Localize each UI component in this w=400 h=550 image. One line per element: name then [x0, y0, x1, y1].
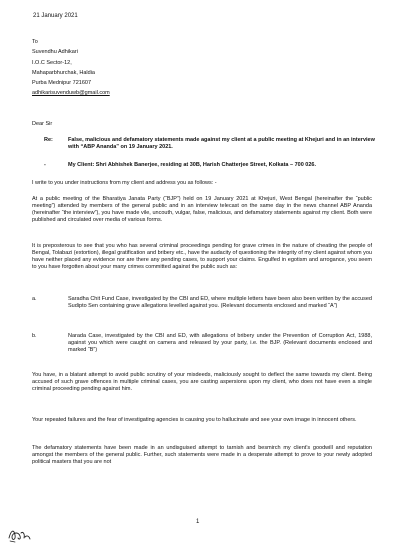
subject-re-mark: Re: [44, 137, 53, 143]
recipient-address-line-1: I.O.C Sector-12, [32, 59, 72, 66]
subject-re [32, 137, 377, 151]
letter-date: 21 January 2021 [33, 13, 78, 19]
subject-re-text: False, malicious and defamatory statements made against my client at a public meeting at Khejuri and in an interview with “ABP Ananda” on 19 January 2021. [68, 137, 375, 151]
page-number: 1 [196, 519, 200, 525]
subject-client-text: My Client: Shri Abhishek Banerjee, residing at 30B, Harish Chatterjee Street, Kolkata – 700 026. [68, 162, 316, 168]
list-item-marker: b. [32, 333, 37, 339]
paragraph-preposterous: It is preposterous to see that you who has several criminal proceedings pending for grave crimes in the nature of cheating the people of Bengal, Tolabazi (extortion), illegal gratification and bribery etc., have the audacity of questioning the integrity of my client against whom you have neither placed any evidence nor are there any pending cases, to support your claims. Engulfed in egotism and arrogance, you seem to you have forgotten about your many crimes committed against the public such as: [32, 243, 372, 271]
paragraph-repeated-failures: Your repeated failures and the fear of investigating agencies is causing you to hallucinate and see your own image in innocent others. [32, 417, 357, 423]
list-item-text: Saradha Chit Fund Case, investigated by the CBI and ED, where multiple letters have been also been written by the accused Sudipto Sen containing grave allegations levelled against you. (Relevant documents enclosed and marked “A”) [68, 296, 372, 310]
recipient-address-line-3: Purba Mednipur 721607 [32, 80, 92, 87]
recipient-address-line-2: Mahaparbhurchak, Haldia [32, 69, 95, 76]
paragraph-defamatory: The defamatory statements have been made in an undisguised attempt to tarnish and besmirch my client’s goodwill and reputation amongst the members of the general public. Further, such statements were made in a desperate attempt to prove to your newly adopted political masters that you are not [32, 445, 372, 466]
to-label: To [32, 39, 38, 45]
recipient-email-link[interactable]: adhikarisuvenduwb@gmail.com [32, 90, 110, 97]
paragraph-public-meeting: At a public meeting of the Bharatiya Janata Party (“BJP”) held on 19 January 2021 at Khejuri, West Bengal (hereinafter the “public meeting”) attended by members of the general public and in an interview telecast on the same day in the news channel ABP Ananda (hereinafter “the interview”), you have made vile, uncouth, vulgar, false, malicious, and defamatory statements against my client. Both were published and circulated over media of various forms. [32, 196, 372, 224]
subject-client [32, 162, 377, 169]
list-item-saradha [32, 296, 372, 310]
subject-client-mark: - [44, 162, 46, 168]
recipient-name: Suvendhu Adhikari [32, 49, 78, 56]
salutation: Dear Sir [32, 121, 53, 127]
paragraph-blatant-attempt: You have, in a blatant attempt to avoid public scrutiny of your misdeeds, maliciously sought to deflect the same towards my client. Being accused of such grave offences in multiple criminal cases, you are casting aspersions upon my client, who does not have even a single criminal proceeding pending against him. [32, 372, 372, 393]
recipient-address [32, 37, 110, 99]
list-item-narada [32, 333, 372, 354]
paragraph-intro: I write to you under instructions from my client and address you as follows: - [32, 180, 217, 186]
signature-initials [6, 524, 34, 544]
list-item-text: Narada Case, investigated by the CBI and ED, with allegations of bribery under the Prevention of Corruption Act, 1988, against you which were caught on camera and released by your party, i.e. the BJP. (Relevant documents enclosed and marked “B”) [68, 333, 372, 354]
list-item-marker: a. [32, 296, 37, 302]
